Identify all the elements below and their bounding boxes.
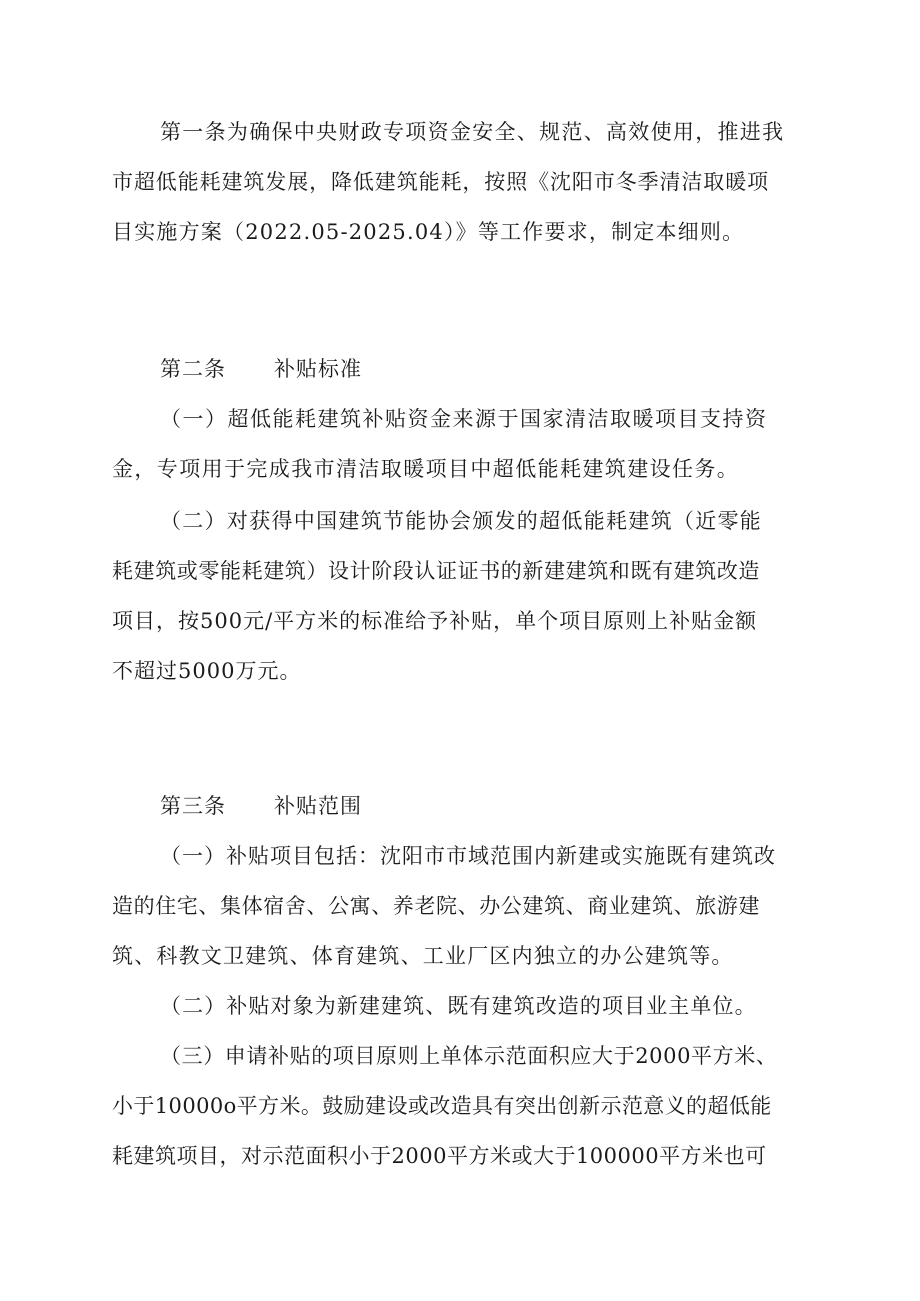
article3-line-4: （二）补贴对象为新建建筑、既有建筑改造的项目业主单位。 <box>160 994 757 1018</box>
article3-line-1: （一）补贴项目包括：沈阳市市域范围内新建或实施既有建筑改 <box>160 844 776 868</box>
article2-line-6: 不超过5000万元。 <box>112 659 302 683</box>
article3-line-2: 造的住宅、集体宿舍、公寓、养老院、办公建筑、商业建筑、旅游建 <box>112 894 760 918</box>
article3-line-5: （三）申请补贴的项目原则上单体示范面积应大于2000平方米、 <box>160 1044 778 1068</box>
article3-line-3: 筑、科教文卫建筑、体育建筑、工业厂区内独立的办公建筑等。 <box>112 944 734 968</box>
article2-line-5: 项目，按500元/平方米的标准给予补贴，单个项目原则上补贴金额 <box>112 609 758 633</box>
article3-number: 第三条 <box>160 794 226 818</box>
article2-line-1: （一）超低能耗建筑补贴资金来源于国家清洁取暖项目支持资 <box>160 407 768 431</box>
article2-number: 第二条 <box>160 357 226 381</box>
article2-title: 补贴标准 <box>274 357 362 381</box>
article3-line-6: 小于10000o平方米。鼓励建设或改造具有突出创新示范意义的超低能 <box>112 1094 772 1118</box>
article2-line-2: 金，专项用于完成我市清洁取暖项目中超低能耗建筑建设任务。 <box>112 457 740 481</box>
article1-line-2: 市超低能耗建筑发展，降低建筑能耗，按照《沈阳市冬季清洁取暖项 <box>112 170 769 194</box>
article3-title: 补贴范围 <box>274 794 362 818</box>
article1-line-3: 目实施方案（2022.05-2025.04）》等工作要求，制定本细则。 <box>112 220 745 244</box>
article3-line-7: 耗建筑项目，对示范面积小于2000平方米或大于100000平方米也可 <box>112 1144 767 1168</box>
article1-line-1: 第一条为确保中央财政专项资金安全、规范、高效使用，推进我 <box>160 120 785 144</box>
article3-heading <box>160 796 362 817</box>
article2-line-4: 耗建筑或零能耗建筑）设计阶段认证证书的新建建筑和既有建筑改造 <box>112 559 760 583</box>
article2-line-3: （二）对获得中国建筑节能协会颁发的超低能耗建筑（近零能 <box>160 509 763 533</box>
article2-heading <box>160 359 362 380</box>
